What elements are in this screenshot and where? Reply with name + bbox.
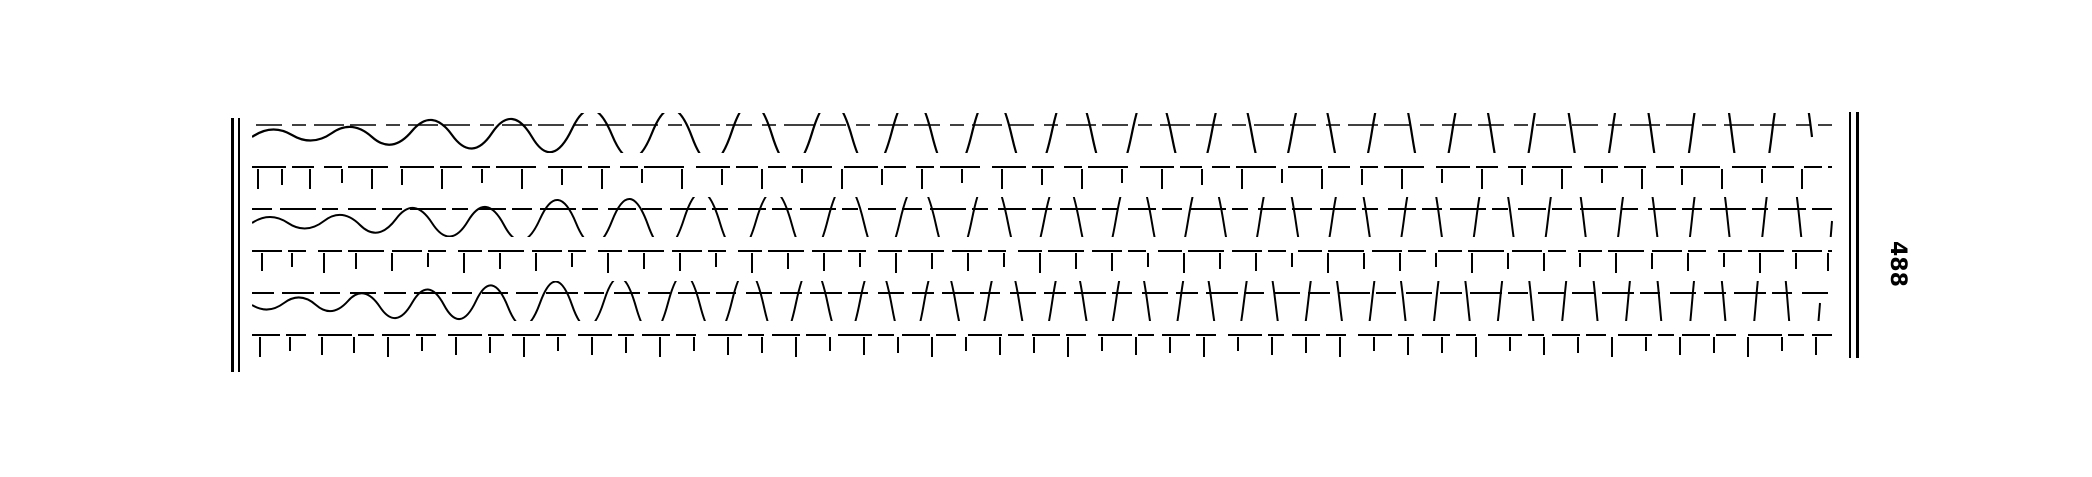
left-border-inner-rule (238, 118, 240, 372)
right-border-outer-rule (1856, 112, 1859, 358)
page-number: 488 (1885, 241, 1910, 287)
text-line-5-glyphs (252, 281, 1842, 321)
text-line-6 (252, 323, 1842, 363)
text-line-2-glyphs (252, 155, 1842, 195)
text-line-3-glyphs (252, 197, 1842, 237)
left-border-outer-rule (231, 118, 234, 372)
text-line-6-glyphs (252, 323, 1842, 363)
tibetan-text-block (252, 113, 1842, 365)
text-line-4-glyphs (252, 239, 1842, 279)
text-line-5 (252, 281, 1842, 321)
text-line-3 (252, 197, 1842, 237)
text-line-2 (252, 155, 1842, 195)
text-line-4 (252, 239, 1842, 279)
text-line-1 (252, 113, 1842, 153)
text-line-1-glyphs (252, 113, 1842, 153)
right-border-inner-rule (1849, 112, 1851, 358)
